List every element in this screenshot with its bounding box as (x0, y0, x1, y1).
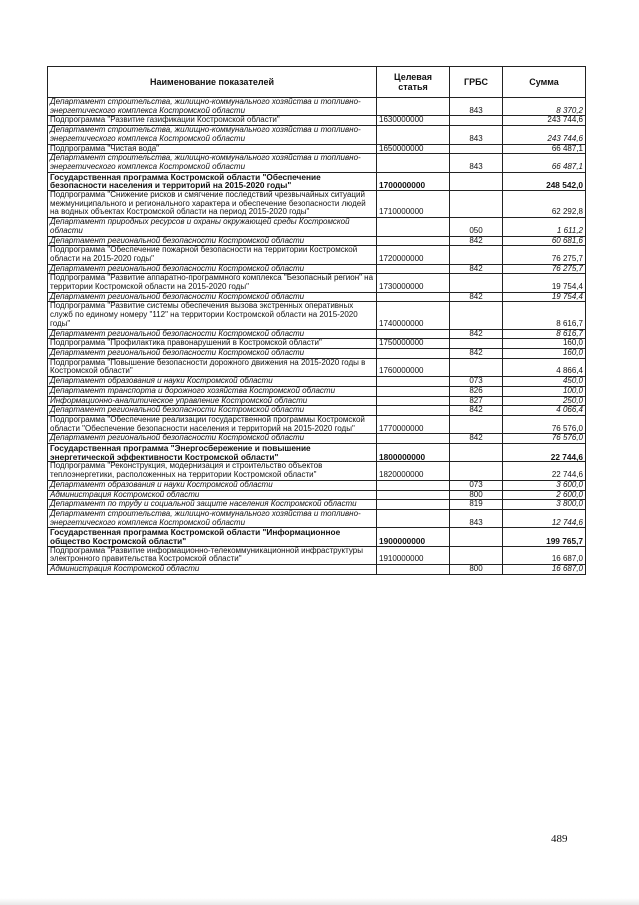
table-row (48, 302, 586, 329)
cell-sum: 66 487,1 (503, 154, 586, 172)
cell-sum: 160,0 (503, 339, 586, 349)
table-row (48, 546, 586, 564)
cell-grbs: 842 (450, 329, 503, 339)
cell-grbs (450, 172, 503, 190)
cell-code (377, 292, 450, 302)
cell-grbs: 842 (450, 406, 503, 416)
cell-code (377, 218, 450, 236)
cell-name: Администрация Костромской области (48, 565, 377, 575)
cell-code (377, 396, 450, 406)
cell-grbs: 050 (450, 218, 503, 236)
cell-sum: 160,0 (503, 348, 586, 358)
cell-name: Департамент транспорта и дорожного хозяйства Костромской области (48, 386, 377, 396)
cell-grbs: 819 (450, 500, 503, 510)
cell-code (377, 377, 450, 387)
cell-grbs (450, 246, 503, 264)
cell-sum: 19 754,4 (503, 292, 586, 302)
cell-code (377, 386, 450, 396)
page-number: 489 (551, 833, 568, 845)
cell-name: Подпрограмма "Снижение рисков и смягчение последствий чрезвычайных ситуаций межмуниципального и регионального характера и обеспечение безопасности людей на водных объектах Костромской области на период 2015-2020 годы" (48, 191, 377, 218)
cell-sum: 76 275,7 (503, 264, 586, 274)
cell-code (377, 406, 450, 416)
cell-name: Подпрограмма "Профилактика правонарушений в Костромской области" (48, 339, 377, 349)
cell-sum: 2 600,0 (503, 490, 586, 500)
table-row (48, 500, 586, 510)
table-row (48, 358, 586, 376)
scan-edge (0, 898, 639, 905)
cell-code: 1760000000 (377, 358, 450, 376)
cell-name: Подпрограмма "Обеспечение пожарной безопасности на территории Костромской области на 2015-2020 годы" (48, 246, 377, 264)
cell-code: 1740000000 (377, 302, 450, 329)
cell-code (377, 154, 450, 172)
cell-code: 1770000000 (377, 415, 450, 433)
cell-code (377, 236, 450, 246)
cell-grbs (450, 415, 503, 433)
cell-grbs (450, 546, 503, 564)
cell-code: 1650000000 (377, 144, 450, 154)
cell-code: 1820000000 (377, 462, 450, 480)
table-row (48, 462, 586, 480)
table-row (48, 415, 586, 433)
table-row (48, 528, 586, 546)
cell-sum: 4 066,4 (503, 406, 586, 416)
cell-sum: 199 765,7 (503, 528, 586, 546)
cell-grbs: 800 (450, 490, 503, 500)
header-name: Наименование показателей (48, 67, 377, 98)
cell-name: Департамент по труду и социальной защите населения Костромской области (48, 500, 377, 510)
cell-grbs (450, 191, 503, 218)
table-body (48, 98, 586, 575)
cell-name: Департамент региональной безопасности Костромской области (48, 329, 377, 339)
cell-code: 1730000000 (377, 274, 450, 292)
cell-sum: 4 866,4 (503, 358, 586, 376)
table-row (48, 274, 586, 292)
cell-grbs: 826 (450, 386, 503, 396)
cell-sum: 76 275,7 (503, 246, 586, 264)
cell-sum: 12 744,6 (503, 509, 586, 527)
table-row (48, 444, 586, 462)
cell-grbs: 842 (450, 292, 503, 302)
cell-code: 1700000000 (377, 172, 450, 190)
cell-grbs (450, 358, 503, 376)
cell-name: Подпрограмма "Чистая вода" (48, 144, 377, 154)
cell-name: Департамент образования и науки Костромской области (48, 377, 377, 387)
table-row (48, 172, 586, 190)
cell-name: Департамент региональной безопасности Костромской области (48, 292, 377, 302)
cell-grbs: 842 (450, 236, 503, 246)
header-code: Целевая статья (377, 67, 450, 98)
cell-grbs (450, 462, 503, 480)
cell-code (377, 348, 450, 358)
budget-table (47, 66, 586, 575)
header-row (48, 67, 586, 98)
cell-grbs: 827 (450, 396, 503, 406)
cell-sum: 22 744,6 (503, 444, 586, 462)
table-row (48, 406, 586, 416)
cell-sum: 8 616,7 (503, 329, 586, 339)
cell-name: Подпрограмма "Развитие аппаратно-программного комплекса "Безопасный регион" на территории Костромской области на 2015-2020 годы" (48, 274, 377, 292)
cell-name: Департамент региональной безопасности Костромской области (48, 264, 377, 274)
table-row (48, 126, 586, 144)
cell-code (377, 264, 450, 274)
cell-sum: 243 744,6 (503, 126, 586, 144)
cell-name: Государственная программа "Энергосбережение и повышение энергетической эффективности Костромской области" (48, 444, 377, 462)
cell-name: Администрация Костромской области (48, 490, 377, 500)
cell-code: 1750000000 (377, 339, 450, 349)
cell-grbs (450, 528, 503, 546)
cell-sum: 3 800,0 (503, 500, 586, 510)
cell-name: Подпрограмма "Реконструкция, модернизация и строительство объектов теплоэнергетики, расположенных на территории Костромской области" (48, 462, 377, 480)
table-row (48, 377, 586, 387)
table-row (48, 480, 586, 490)
cell-code (377, 565, 450, 575)
cell-name: Государственная программа Костромской области "Обеспечение безопасности населения и территорий на 2015-2020 годы" (48, 172, 377, 190)
cell-name: Департамент региональной безопасности Костромской области (48, 434, 377, 444)
cell-name: Департамент строительства, жилищно-коммунального хозяйства и топливно-энергетического комплекса Костромской области (48, 509, 377, 527)
cell-code (377, 98, 450, 116)
table-row (48, 191, 586, 218)
header-sum: Сумма (503, 67, 586, 98)
cell-grbs: 073 (450, 377, 503, 387)
cell-code: 1720000000 (377, 246, 450, 264)
cell-name: Департамент образования и науки Костромской области (48, 480, 377, 490)
table-row (48, 246, 586, 264)
cell-code: 1710000000 (377, 191, 450, 218)
cell-name: Департамент региональной безопасности Костромской области (48, 406, 377, 416)
cell-name: Подпрограмма "Развитие системы обеспечения вызова экстренных оперативных служб по единому номеру "112" на территории Костромской области на 2015-2020 годы" (48, 302, 377, 329)
cell-sum: 16 687,0 (503, 565, 586, 575)
cell-grbs: 842 (450, 348, 503, 358)
table-header (48, 67, 586, 98)
cell-sum: 76 576,0 (503, 415, 586, 433)
table-row (48, 565, 586, 575)
cell-sum: 62 292,8 (503, 191, 586, 218)
cell-name: Государственная программа Костромской области "Информационное общество Костромской области" (48, 528, 377, 546)
table-row (48, 98, 586, 116)
cell-name: Подпрограмма "Обеспечение реализации государственной программы Костромской области "Обеспечение безопасности населения и территорий на 2015-2020 годы" (48, 415, 377, 433)
cell-grbs: 843 (450, 154, 503, 172)
cell-grbs: 842 (450, 434, 503, 444)
cell-sum: 8 370,2 (503, 98, 586, 116)
cell-name: Департамент строительства, жилищно-коммунального хозяйства и топливно-энергетического комплекса Костромской области (48, 126, 377, 144)
cell-grbs (450, 116, 503, 126)
cell-grbs: 073 (450, 480, 503, 490)
cell-name: Информационно-аналитическое управление Костромской области (48, 396, 377, 406)
cell-grbs (450, 302, 503, 329)
cell-name: Подпрограмма "Повышение безопасности дорожного движения на 2015-2020 годы в Костромской области" (48, 358, 377, 376)
cell-code (377, 500, 450, 510)
cell-code (377, 490, 450, 500)
cell-sum: 22 744,6 (503, 462, 586, 480)
cell-sum: 76 576,0 (503, 434, 586, 444)
cell-grbs: 842 (450, 264, 503, 274)
cell-sum: 3 600,0 (503, 480, 586, 490)
cell-sum: 19 754,4 (503, 274, 586, 292)
cell-sum: 66 487,1 (503, 144, 586, 154)
cell-name: Департамент региональной безопасности Костромской области (48, 236, 377, 246)
cell-code: 1900000000 (377, 528, 450, 546)
cell-name: Департамент природных ресурсов и охраны окружающей среды Костромской области (48, 218, 377, 236)
cell-sum: 248 542,0 (503, 172, 586, 190)
header-grbs: ГРБС (450, 67, 503, 98)
cell-sum: 60 681,6 (503, 236, 586, 246)
cell-sum: 100,0 (503, 386, 586, 396)
cell-sum: 450,0 (503, 377, 586, 387)
cell-name: Департамент строительства, жилищно-коммунального хозяйства и топливно-энергетического комплекса Костромской области (48, 98, 377, 116)
cell-code (377, 434, 450, 444)
cell-code: 1910000000 (377, 546, 450, 564)
cell-grbs: 843 (450, 98, 503, 116)
table-row (48, 154, 586, 172)
cell-grbs: 843 (450, 509, 503, 527)
cell-sum: 1 611,2 (503, 218, 586, 236)
cell-grbs (450, 274, 503, 292)
cell-name: Подпрограмма "Развитие газификации Костромской области" (48, 116, 377, 126)
cell-grbs: 800 (450, 565, 503, 575)
table-row (48, 509, 586, 527)
table-row (48, 218, 586, 236)
cell-name: Департамент региональной безопасности Костромской области (48, 348, 377, 358)
cell-sum: 243 744,6 (503, 116, 586, 126)
cell-name: Подпрограмма "Развитие информационно-телекоммуникационной инфраструктуры электронного правительства Костромской области" (48, 546, 377, 564)
cell-code: 1630000000 (377, 116, 450, 126)
cell-grbs (450, 144, 503, 154)
cell-grbs (450, 444, 503, 462)
table-row (48, 348, 586, 358)
cell-code (377, 480, 450, 490)
cell-name: Департамент строительства, жилищно-коммунального хозяйства и топливно-энергетического комплекса Костромской области (48, 154, 377, 172)
cell-code (377, 126, 450, 144)
cell-sum: 16 687,0 (503, 546, 586, 564)
cell-grbs: 843 (450, 126, 503, 144)
table-row (48, 386, 586, 396)
cell-sum: 250,0 (503, 396, 586, 406)
cell-code (377, 509, 450, 527)
cell-sum: 8 616,7 (503, 302, 586, 329)
cell-code: 1800000000 (377, 444, 450, 462)
